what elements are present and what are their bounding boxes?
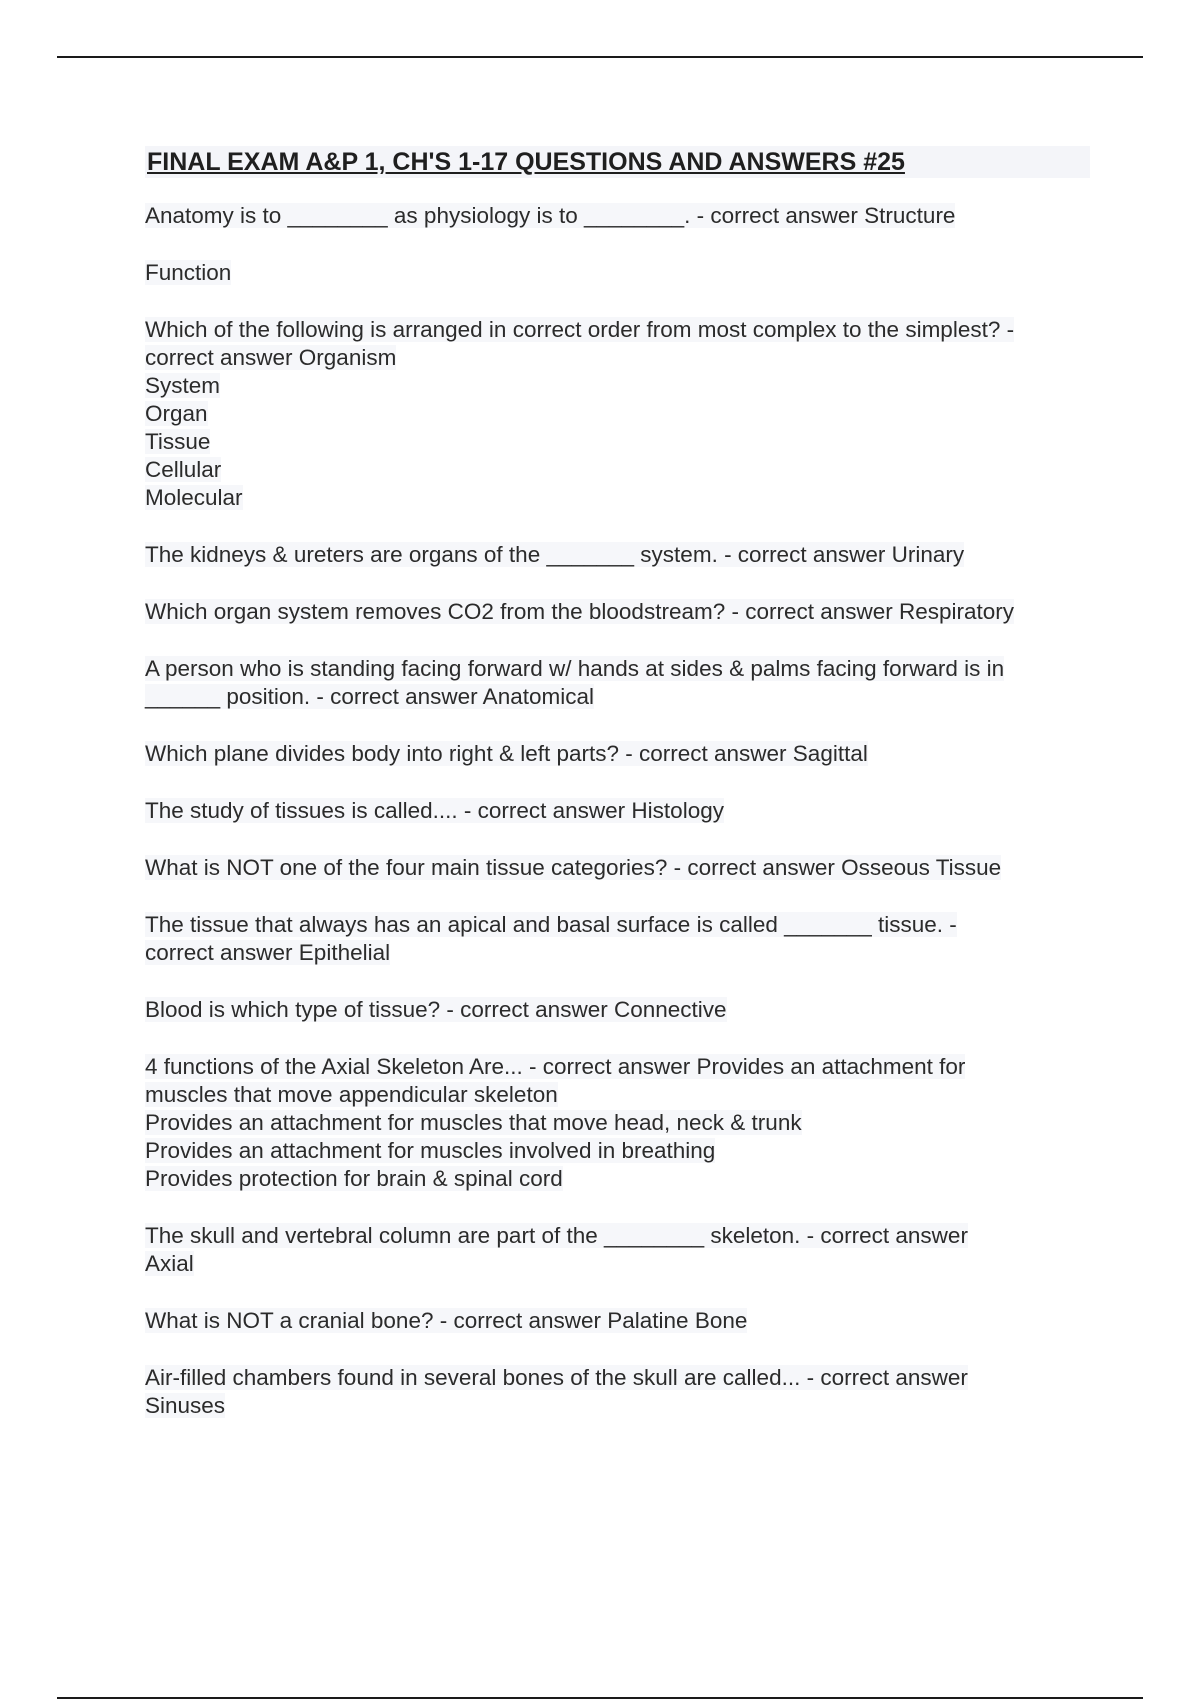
qa-line-text: Organ bbox=[145, 401, 208, 426]
qa-line bbox=[145, 683, 1090, 711]
qa-line-text: Which organ system removes CO2 from the bloodstream? - correct answer Respiratory bbox=[145, 599, 1015, 624]
qa-entry bbox=[145, 541, 1090, 569]
document-title: FINAL EXAM A&P 1, CH'S 1-17 QUESTIONS AND ANSWERS #25 bbox=[145, 146, 1090, 178]
qa-line bbox=[145, 939, 1090, 967]
qa-line bbox=[145, 740, 1090, 768]
qa-line-text: Provides an attachment for muscles that move head, neck & trunk bbox=[145, 1110, 802, 1135]
qa-entry bbox=[145, 598, 1090, 626]
qa-line-text: Provides protection for brain & spinal cord bbox=[145, 1166, 563, 1191]
qa-entry bbox=[145, 202, 1090, 230]
qa-entry bbox=[145, 740, 1090, 768]
qa-line bbox=[145, 484, 1090, 512]
qa-line bbox=[145, 1222, 1090, 1250]
qa-list bbox=[145, 202, 1090, 1420]
qa-line bbox=[145, 344, 1090, 372]
qa-line-text: ______ position. - correct answer Anatomical bbox=[145, 684, 594, 709]
qa-entry bbox=[145, 911, 1090, 967]
qa-line bbox=[145, 598, 1090, 626]
qa-line bbox=[145, 456, 1090, 484]
qa-line-text: Function bbox=[145, 260, 232, 285]
qa-line-text: 4 functions of the Axial Skeleton Are... - correct answer Provides an attachment for bbox=[145, 1054, 966, 1079]
qa-line bbox=[145, 541, 1090, 569]
qa-line-text: The kidneys & ureters are organs of the _______ system. - correct answer Urinary bbox=[145, 542, 965, 567]
qa-entry bbox=[145, 655, 1090, 711]
qa-line bbox=[145, 996, 1090, 1024]
qa-line-text: System bbox=[145, 373, 221, 398]
qa-line bbox=[145, 1165, 1090, 1193]
qa-line bbox=[145, 1053, 1090, 1081]
qa-line bbox=[145, 655, 1090, 683]
qa-line-text: Blood is which type of tissue? - correct answer Connective bbox=[145, 997, 727, 1022]
qa-line-text: Which of the following is arranged in correct order from most complex to the simplest? - bbox=[145, 317, 1015, 342]
qa-line-text: Axial bbox=[145, 1251, 194, 1276]
qa-line bbox=[145, 1081, 1090, 1109]
qa-line-text: Air-filled chambers found in several bones of the skull are called... - correct answer bbox=[145, 1365, 968, 1390]
qa-line-text: A person who is standing facing forward w/ hands at sides & palms facing forward is in bbox=[145, 656, 1005, 681]
qa-entry bbox=[145, 854, 1090, 882]
qa-line-text: muscles that move appendicular skeleton bbox=[145, 1082, 558, 1107]
qa-entry bbox=[145, 1053, 1090, 1193]
qa-line bbox=[145, 1109, 1090, 1137]
qa-line-text: Tissue bbox=[145, 429, 211, 454]
qa-line bbox=[145, 854, 1090, 882]
qa-line-text: Provides an attachment for muscles involved in breathing bbox=[145, 1138, 716, 1163]
qa-line bbox=[145, 400, 1090, 428]
qa-line bbox=[145, 797, 1090, 825]
qa-line-text: correct answer Organism bbox=[145, 345, 397, 370]
qa-line bbox=[145, 372, 1090, 400]
qa-line-text: What is NOT a cranial bone? - correct answer Palatine Bone bbox=[145, 1308, 748, 1333]
qa-line-text: Molecular bbox=[145, 485, 243, 510]
qa-entry bbox=[145, 1222, 1090, 1278]
qa-line bbox=[145, 1364, 1090, 1392]
qa-line bbox=[145, 1392, 1090, 1420]
qa-line bbox=[145, 911, 1090, 939]
qa-line bbox=[145, 1307, 1090, 1335]
qa-line-text: correct answer Epithelial bbox=[145, 940, 391, 965]
qa-entry bbox=[145, 996, 1090, 1024]
qa-line-text: Which plane divides body into right & left parts? - correct answer Sagittal bbox=[145, 741, 868, 766]
qa-entry bbox=[145, 797, 1090, 825]
page-bottom-rule bbox=[57, 1697, 1143, 1699]
qa-line-text: Anatomy is to ________ as physiology is to ________. - correct answer Structure bbox=[145, 203, 956, 228]
qa-line-text: The study of tissues is called.... - correct answer Histology bbox=[145, 798, 724, 823]
qa-line-text: The tissue that always has an apical and basal surface is called _______ tissue. - bbox=[145, 912, 957, 937]
qa-line bbox=[145, 316, 1090, 344]
qa-line bbox=[145, 428, 1090, 456]
qa-line-text: Sinuses bbox=[145, 1393, 226, 1418]
qa-entry bbox=[145, 1307, 1090, 1335]
document-body bbox=[145, 146, 1090, 1449]
qa-line-text: The skull and vertebral column are part of the ________ skeleton. - correct answer bbox=[145, 1223, 968, 1248]
page-top-rule bbox=[57, 56, 1143, 58]
qa-line bbox=[145, 202, 1090, 230]
qa-line bbox=[145, 259, 1090, 287]
qa-line-text: What is NOT one of the four main tissue categories? - correct answer Osseous Tissue bbox=[145, 855, 1002, 880]
qa-line-text: Cellular bbox=[145, 457, 222, 482]
qa-line bbox=[145, 1137, 1090, 1165]
qa-entry bbox=[145, 316, 1090, 512]
qa-entry bbox=[145, 259, 1090, 287]
qa-line bbox=[145, 1250, 1090, 1278]
qa-entry bbox=[145, 1364, 1090, 1420]
